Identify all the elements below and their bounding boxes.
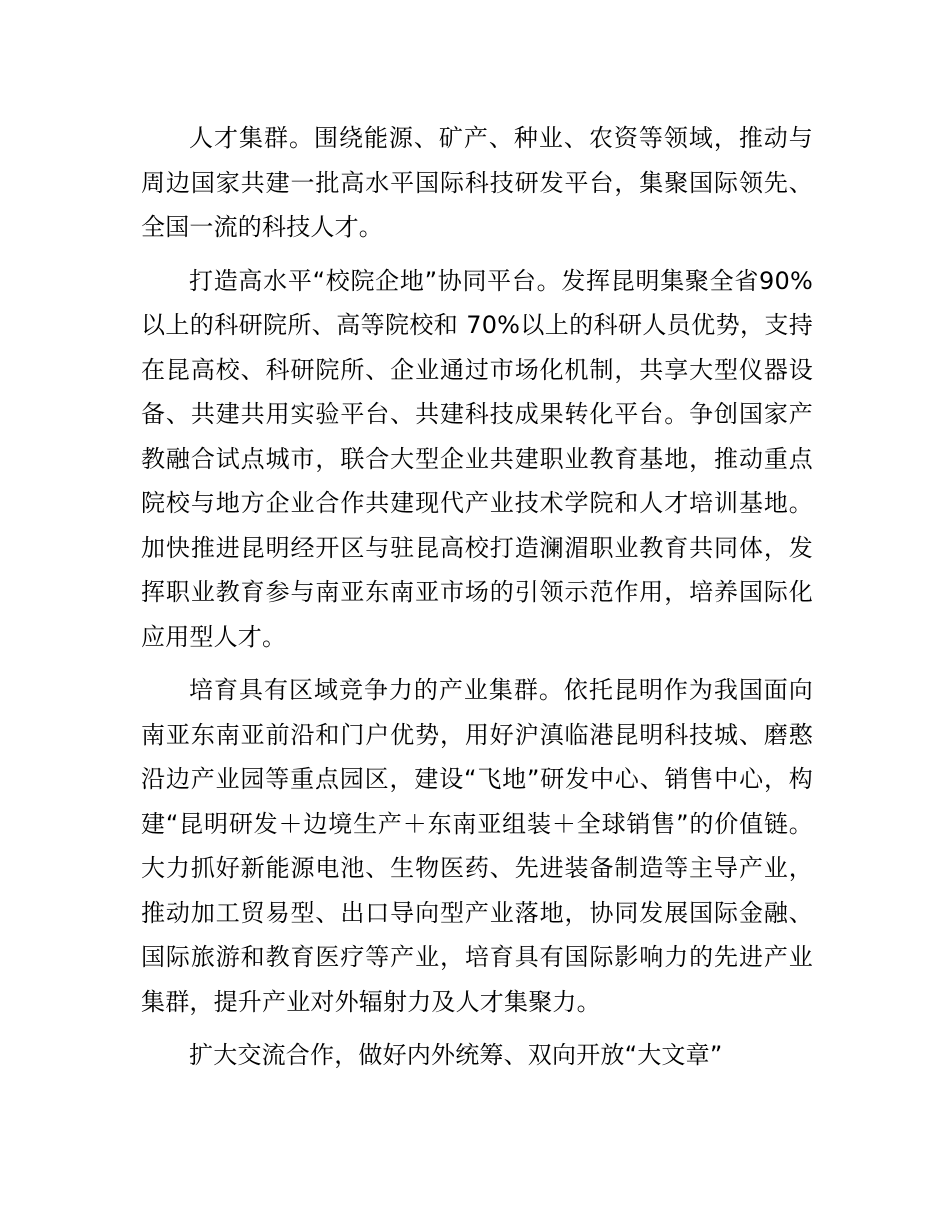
paragraph-collaboration-platform: 打造高水平“校院企地”协同平台。发挥昆明集聚全省90%以上的科研院所、高等院校和 70%以上的科研人员优势，支持在昆高校、科研院所、企业通过市场化机制，共享大型仪器设备、共建共用实验平台、共建科技成果转化平台。争创国家产教融合试点城市，联合大型企业共建职业教育基地，推动重点院校与地方企业合作共建现代产业技术学院和人才培训基地。加快推进昆明经开区与驻昆高校打造澜湄职业教育共同体，发挥职业教育参与南亚东南亚市场的引领示范作用，培养国际化应用型人才。 [141, 266, 813, 651]
paragraph-exchange-cooperation: 扩大交流合作，做好内外统筹、双向开放“大文章” [189, 1041, 723, 1069]
document-body [141, 116, 813, 1087]
paragraph-talent-cluster: 人才集群。围绕能源、矿产、种业、农资等领域，推动与周边国家共建一批高水平国际科技研发平台，集聚国际领先、全国一流的科技人才。 [141, 124, 813, 241]
paragraph-industry-cluster: 培育具有区域竞争力的产业集群。依托昆明作为我国面向南亚东南亚前沿和门户优势，用好沪滇临港昆明科技城、磨憨沿边产业园等重点园区，建设“飞地”研发中心、销售中心，构建“昆明研发＋边境生产＋东南亚组装＋全球销售”的价值链。大力抓好新能源电池、生物医药、先进装备制造等主导产业，推动加工贸易型、出口导向型产业落地，协同发展国际金融、国际旅游和教育医疗等产业，培育具有国际影响力的先进产业集群，提升产业对外辐射力及人才集聚力。 [141, 676, 813, 1016]
